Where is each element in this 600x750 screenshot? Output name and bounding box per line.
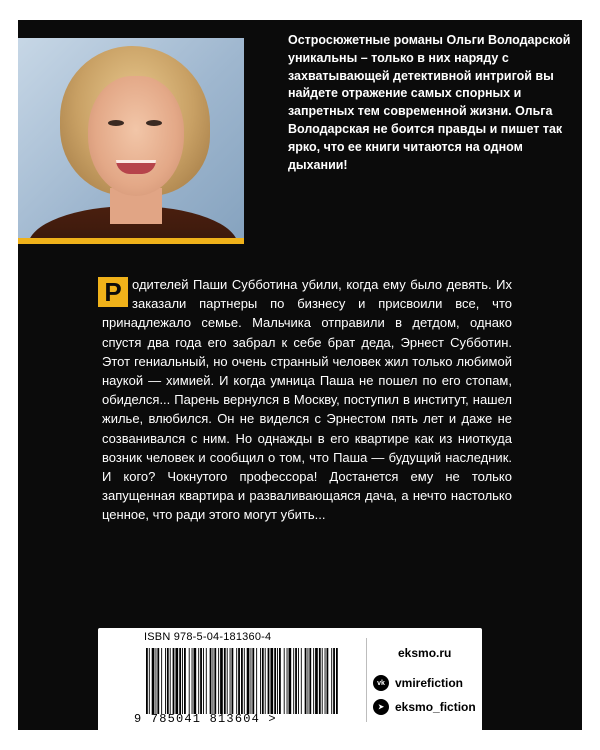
author-blurb: Остросюжетные романы Ольги Володарской уникальны – только в них наряду с захватывающей детективной интригой вы найдете отражение самых спорных и запретных тем современной жизни. Ольга Володарская не боится правды и пишет так ярко, что ее книги читаются на одном дыхании!	[288, 33, 571, 172]
isbn-label: ISBN 978-5-04-181360-4	[144, 631, 272, 643]
telegram-icon: ➤	[373, 699, 389, 715]
barcode-bar	[149, 648, 150, 714]
barcode-bar	[256, 648, 257, 714]
barcode-bar	[284, 648, 285, 714]
barcode-bar	[182, 648, 183, 714]
barcode-bar	[241, 648, 243, 714]
author-photo	[18, 38, 244, 238]
barcode-bar	[301, 648, 302, 714]
barcode-bar	[161, 648, 162, 714]
barcode-bar	[308, 648, 309, 714]
barcode-bar	[336, 648, 338, 714]
barcode-bar	[247, 648, 250, 714]
barcode-bar	[262, 648, 264, 714]
drop-cap: Р	[98, 277, 128, 307]
barcode-bar	[146, 648, 148, 714]
barcode-bar	[230, 648, 231, 714]
barcode-bar	[331, 648, 332, 714]
barcode-bar	[210, 648, 212, 714]
barcode-bar	[313, 648, 314, 714]
barcode-image	[144, 648, 339, 714]
barcode-bar	[227, 648, 228, 714]
barcode-bar	[293, 648, 294, 714]
barcode-bar	[327, 648, 329, 714]
barcode-bar	[287, 648, 288, 714]
barcode-bar	[213, 648, 214, 714]
barcode-bar	[206, 648, 207, 714]
vk-icon: vk	[373, 675, 389, 691]
barcode-bar	[295, 648, 297, 714]
barcode-bar	[325, 648, 326, 714]
barcode-bar	[274, 648, 276, 714]
barcode-bar	[238, 648, 240, 714]
barcode-bar	[152, 648, 155, 714]
barcode-bar	[322, 648, 323, 714]
barcode-bar	[277, 648, 278, 714]
barcode-bar	[192, 648, 193, 714]
barcode-panel	[98, 628, 482, 730]
publisher-site-link[interactable]: eksmo.ru	[398, 646, 452, 660]
barcode-bar	[279, 648, 281, 714]
barcode-bar	[319, 648, 321, 714]
barcode-bar	[170, 648, 171, 714]
barcode-bar	[305, 648, 307, 714]
social-telegram[interactable]	[373, 698, 476, 716]
barcode-bar	[265, 648, 266, 714]
barcode-bar	[157, 648, 159, 714]
barcode-bar	[315, 648, 318, 714]
barcode-bar	[194, 648, 197, 714]
barcode-digits: 9 785041 813604 >	[134, 712, 277, 726]
synopsis	[102, 275, 512, 525]
barcode-bar	[309, 648, 311, 714]
barcode-bar	[156, 648, 157, 714]
back-cover	[18, 20, 582, 730]
barcode-bar	[252, 648, 254, 714]
synopsis-text: одителей Паши Субботина убили, когда ему было девять. Их заказали партнеры по бизнесу и присвоили все, что принадлежало семье. Мальчика отправили в детдом, однако спустя два года его забрал к себе брат деда, Эрнест Субботин. Этот гениальный, но очень странный человек жил только любимой наукой — химией. И когда умница Паша не пошел по его стопам, обиделся... Парень вернулся в Москву, поступил в институт, нашел жилье, влюбился. Он не виделся с Эрнестом пять лет и даже не созванивался с ним. Но однажды в его квартире как из ниоткуда возник человек и сообщил о том, что Паша — будущий наследник. И кого? Чокнутого профессора! Достанется ему не только запущенная квартира и разваливающаяся дача, а нечто настолько ценное, что ради этого могут убить...	[102, 277, 512, 523]
barcode-bar	[270, 648, 273, 714]
barcode-bar	[203, 648, 204, 714]
barcode-bar	[232, 648, 234, 714]
barcode-bar	[173, 648, 175, 714]
barcode-bar	[214, 648, 216, 714]
barcode-bar	[268, 648, 270, 714]
panel-divider	[366, 638, 367, 722]
barcode-bar	[260, 648, 261, 714]
barcode-bar	[179, 648, 181, 714]
telegram-handle: eksmo_fiction	[395, 700, 476, 714]
vk-handle: vmirefiction	[395, 676, 464, 690]
barcode-bar	[167, 648, 169, 714]
barcode-bar	[224, 648, 226, 714]
barcode-bar	[189, 648, 190, 714]
barcode-bar	[218, 648, 219, 714]
barcode-bar	[175, 648, 178, 714]
barcode-bar	[165, 648, 166, 714]
barcode-bar	[298, 648, 299, 714]
barcode-bar	[200, 648, 202, 714]
social-vk[interactable]	[373, 674, 463, 692]
barcode-bar	[333, 648, 335, 714]
barcode-bar	[184, 648, 186, 714]
barcode-bar	[236, 648, 237, 714]
barcode-bar	[244, 648, 245, 714]
barcode-bar	[251, 648, 252, 714]
barcode-bar	[289, 648, 292, 714]
photo-accent-stripe	[18, 238, 244, 244]
barcode-bar	[220, 648, 223, 714]
barcode-bar	[198, 648, 199, 714]
